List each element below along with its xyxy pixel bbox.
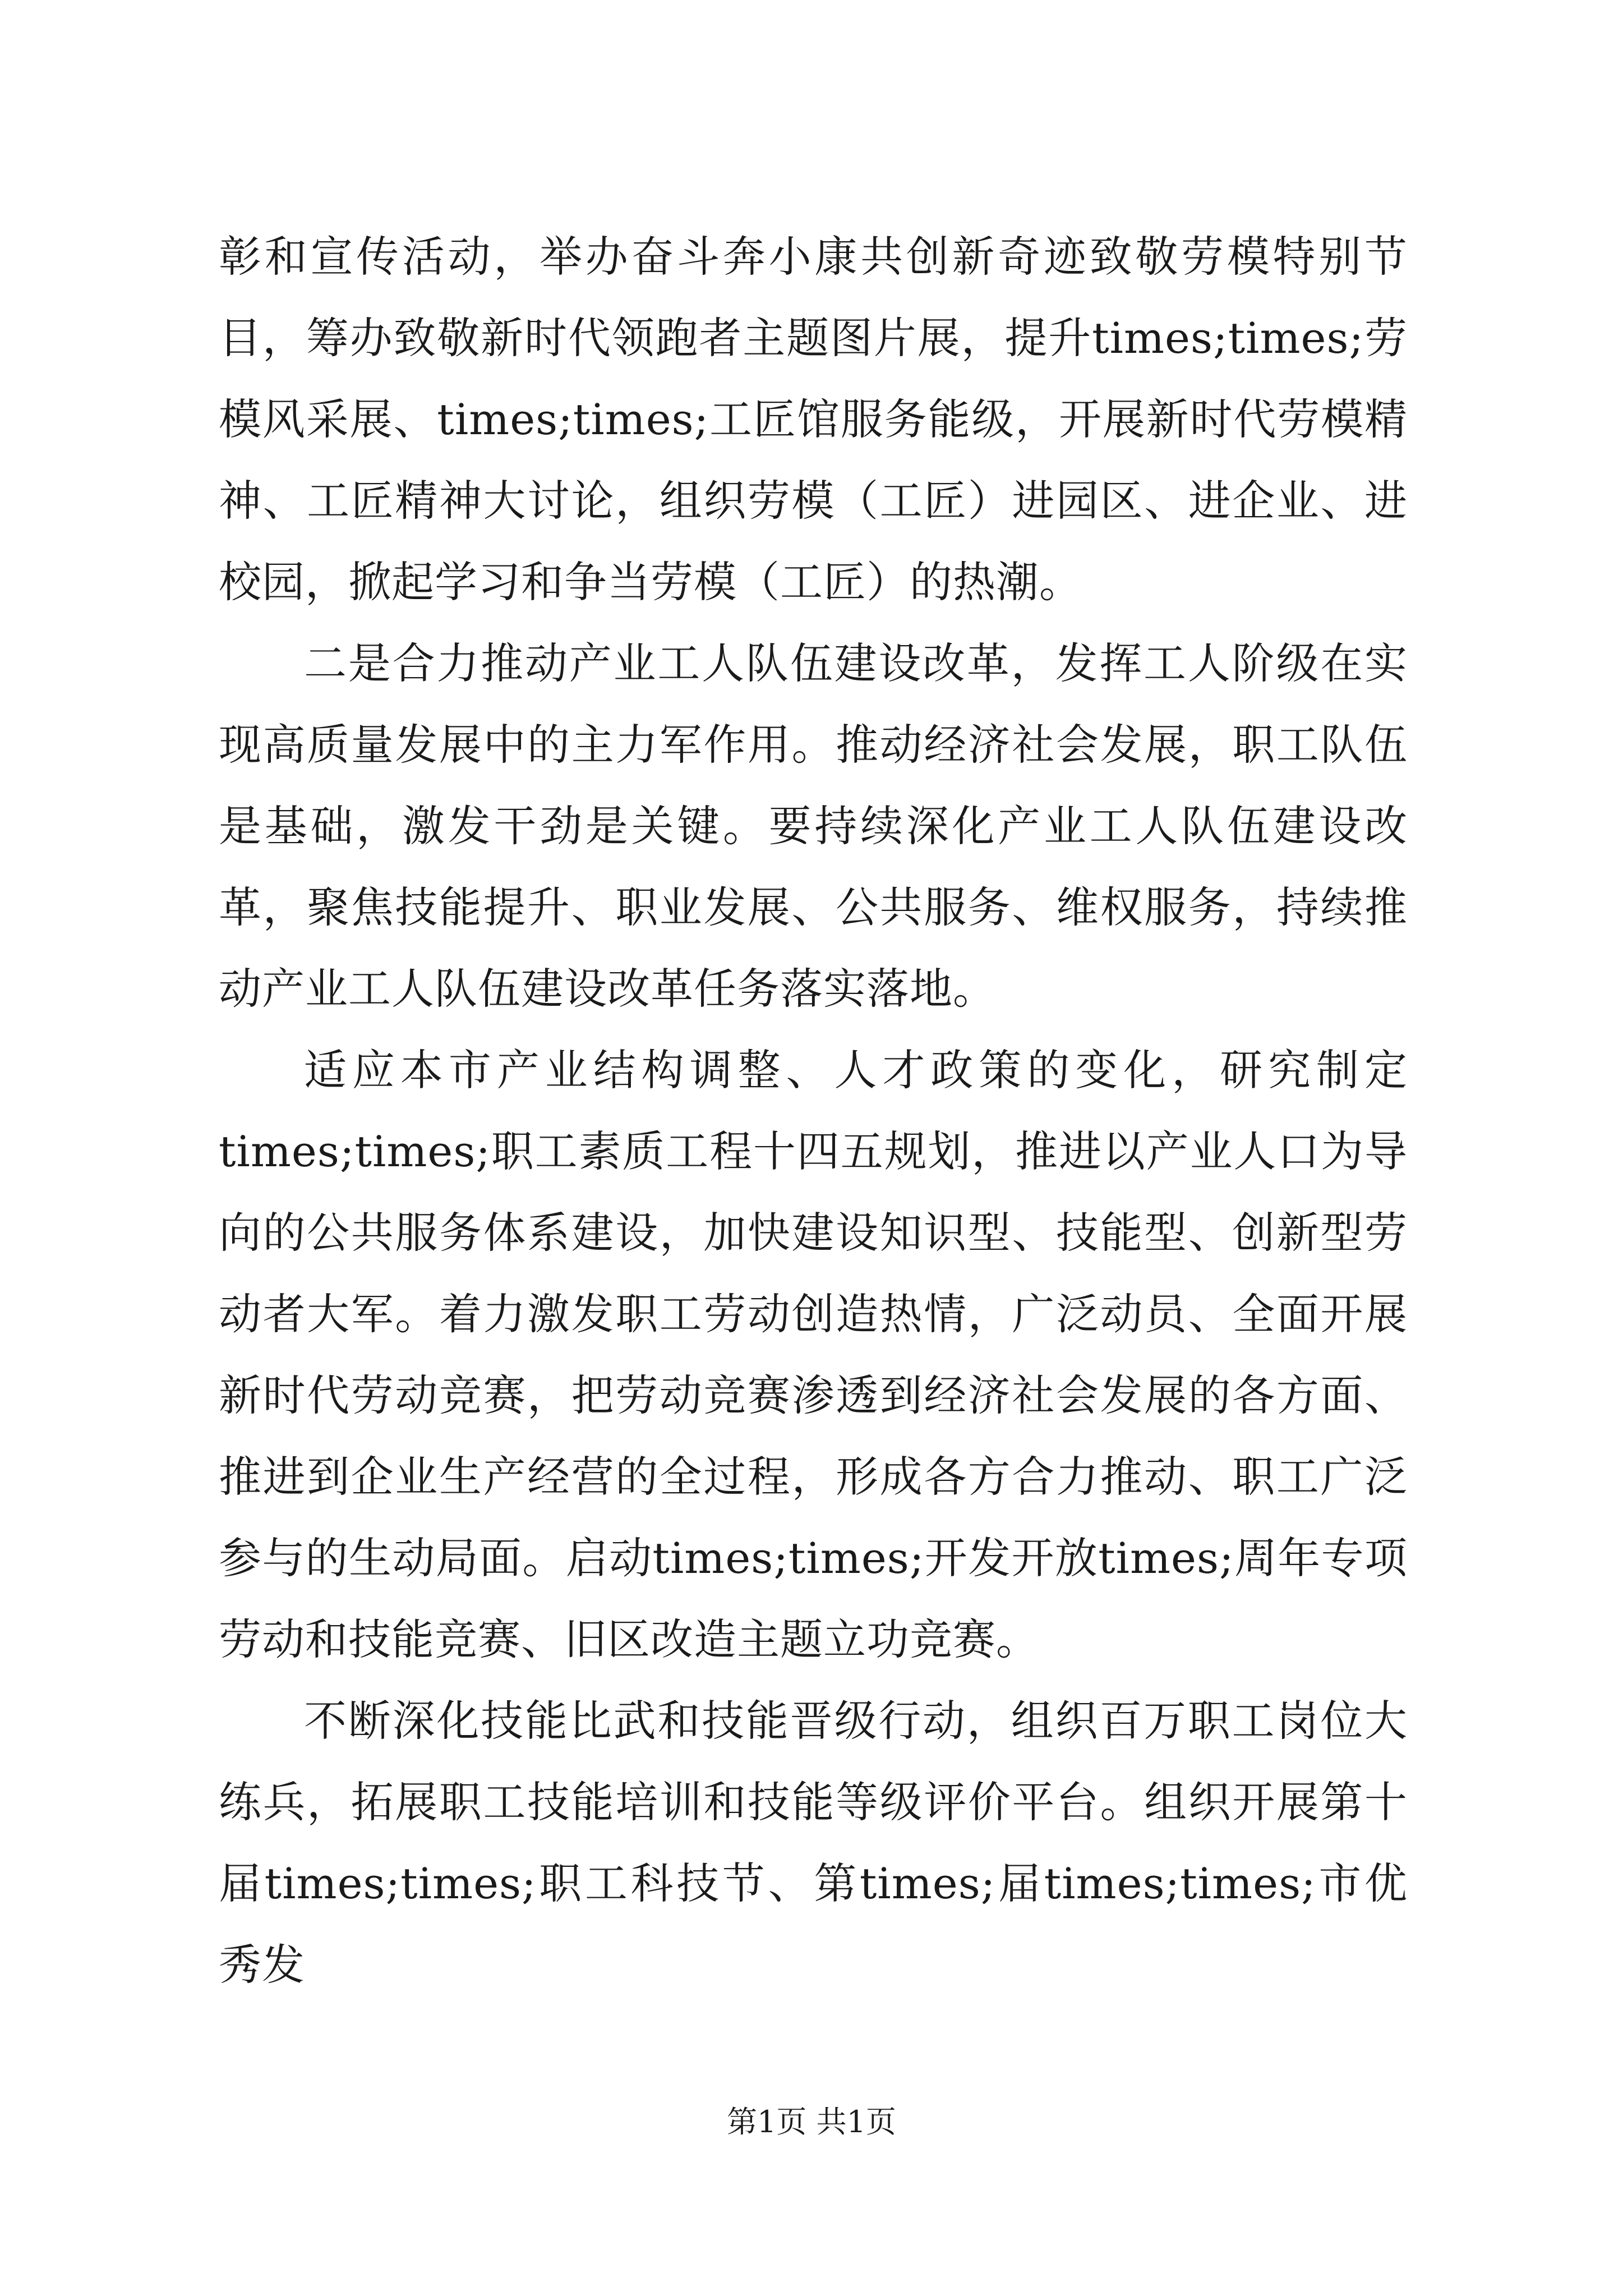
- paragraph-industrial-adjustment: 适应本市产业结构调整、人才政策的变化，研究制定times;times;职工素质工程十四五规划，推进以产业人口为导向的公共服务体系建设，加快建设知识型、技能型、创新型劳动者大军。着力激发职工劳动创造热情，广泛动员、全面开展新时代劳动竞赛，把劳动竞赛渗透到经济社会发展的各方面、推进到企业生产经营的全过程，形成各方合力推动、职工广泛参与的生动局面。启动times;times;开发开放times;周年专项劳动和技能竞赛、旧区改造主题立功竞赛。: [219, 1045, 1408, 1664]
- paragraph-skills-competition: 不断深化技能比武和技能晋级行动，组织百万职工岗位大练兵，拓展职工技能培训和技能等级评价平台。组织开展第十届times;times;职工科技节、第times;届times;times;市优秀发: [219, 1696, 1408, 1990]
- page-footer: 第1页 共1页: [727, 2104, 896, 2139]
- document-body: [219, 216, 1408, 2005]
- paragraph-workforce-reform: 二是合力推动产业工人队伍建设改革，发挥工人阶级在实现高质量发展中的主力军作用。推动经济社会发展，职工队伍是基础，激发干劲是关键。要持续深化产业工人队伍建设改革，聚焦技能提升、职业发展、公共服务、维权服务，持续推动产业工人队伍建设改革任务落实落地。: [219, 638, 1408, 1014]
- paragraph-continued: 彰和宣传活动，举办奋斗奔小康共创新奇迹致敬劳模特别节目，筹办致敬新时代领跑者主题图片展，提升times;times;劳模风采展、times;times;工匠馆服务能级，开展新时代劳模精神、工匠精神大讨论，组织劳模（工匠）进园区、进企业、进校园，掀起学习和争当劳模（工匠）的热潮。: [219, 232, 1408, 607]
